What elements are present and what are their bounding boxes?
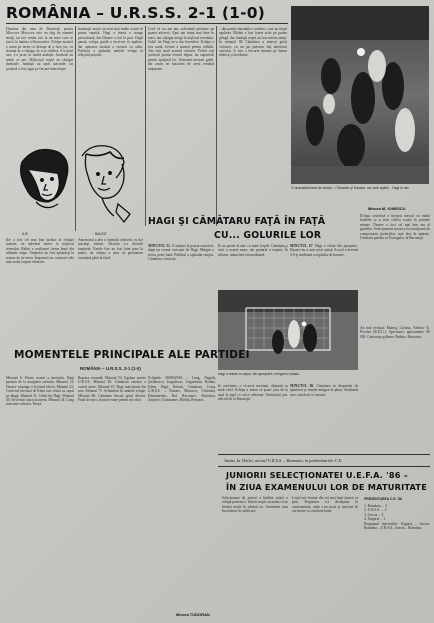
box-table-title: PREZENTAREA C.E. '86 [364,497,403,501]
left-column-lower: Ilie a fost cel mai bun jucător al echipei noastre, un adevărat motor la mijlocul terenului. Balint a confirmat forma bună din ultimele etape. Amândoi au fost aplaudaţi la ieşirea de pe teren. Împreună au construit cele mai multe acţiuni ofensive. [6,238,74,265]
middle-column-lower: Antrenorul a ales o formulă ofensivă, cu doi atacanţi vârfuri. Decizia s-a dovedit inspirată. Fazele fixe au fost bine puse la punct, iar echipa a ştiut să gestioneze avantajul până la final. [78,238,143,260]
box-column-2: Lotul este format din cei mai buni juniori ai ţării. Pregătirea s-a desfăşurat în cantonament, unde s-au jucat şi meciuri de verificare cu rezultate bune. [292,496,358,514]
caricature-caption-left: ILIE [22,232,29,236]
minute-column-2: Ei au pornit la atac cu toate forţele. Cămătaru a avut o ocazie mare, dar portarul a respins. În tribune, atmosferă extraordinară. [218,244,288,257]
caricature-caption-right: BALINT [95,232,107,236]
headline-rule [6,23,288,24]
box-column-1: Selecţionata de juniori a întâlnit astăzi o echipă puternică. Tinerii noştri au arătat că au învăţat multe în ultimul an. Antrenorii sunt încrezători în calificare. [222,496,288,514]
top-photo-caption: O dramatică fază de ofsaid... Chivadze şi Dasaev, cel care apără... Hagi în aer. [291,186,410,190]
box-kicker: Astăzi, la Tbilisi, meciul U.R.S.S. – Ramania, în preliminariile C.E. [224,458,343,463]
byline-left: Mircea TUDORAN [176,612,210,617]
column-rule [216,26,217,226]
minute-column-3: MINUTUL 67. Hagi a reluat din apropiere, Dasaev nu a avut nicio şansă. Scorul a devenit 2-0 şi stadionul a explodat de bucurie. [290,244,358,257]
box-headline-2: ÎN ZIUA EXAMENULUI LOR DE MATURITATE [226,482,428,492]
middle-photo-caption: Hagi a reluat cu capul, din apropiere, mingea în plasă... [218,372,302,376]
article-column-2: Înaintaşii noştri au avut mai multe ocazii în prima repriză. Hagi a trimis o minge periculoasă, dar Dasaev a fost la post. După pauză, echipa gazdă a încercat să egaleze, dar apărarea noastră a rezistat cu calm. Publicul a aplaudat ambele echipe la sfârşitul partidei. [78,27,143,58]
article-column-right: Echipa sovietică a început meciul cu multă hotărâre şi a avut câteva ocazii în primele minute. Dasaev a fost cel mai bun om al gazdelor. Selecţionerul nostru a fost mulţumit de comportarea jucătorilor, mai ales în apărare. Urmează partida cu Portugalia, la Bucureşti. [360,214,430,241]
minute-marker: MINUTUL 67 [290,244,313,248]
moments-column-3: Echipele: ROMÂNIA – Lung, Negrilă, Ştefănescu, Iorgulescu, Ungureanu, Rednic, Klein, Hagi, Boloni, Cămătaru, Coraş. U.R.S.S. – Dasaev, Morozov, Chivadze, Demianenko, Bal, Bessonov, Aleinikov, Zavarov, Gotsmanov, Blohin, Protasov. [148,376,216,403]
main-headline: ROMÂNIA – U.R.S.S. 2-1 (1-0) [6,4,266,22]
article-column-1: Dunărea din ziua de Bucureşti pentru Moscova Moscova este un târg de oameni mulţi, iar noi venim aici la un meci care se joacă la lumina reflectoarelor. Echipa noastră a intrat pe teren cu dorinţa de a face joc, cu dorinţa de a câştiga, de a se califica. S-a jucat tare, s-a jucat cu multă ambiţie. Jucătorii au arătat ce pot. Mijlocaşii noştri au câştigat duelurile, fundaşii au oprit atacurile, iar portarul a fost sigur pe fiecare intervenţie. [6,27,73,71]
minute-column-1: MINUTUL 52. O acţiune la poarta sovietică, după un corner executat de Hagi. Mingea a trecut peste bară. Publicul a aplaudat reuşita. Cămătaru a insistat. [148,244,214,262]
minute-marker: MINUTUL 52 [148,244,170,248]
box-kicker-rule [218,466,430,467]
lower-column-5: MINUTUL 86. Cămătaru se desprinde de apărători şi trimite mingea în plasă. Stadionul tace, tricolorii se bucură. [290,384,358,397]
article-column-4: ...din partea atacanţilor sovietici, care au forţat egalarea. Blohin a fost foarte activ pe partea stângă, dar fundaşii noştri au fost mereu atenţi. În minutul 86 Cămătaru a marcat golul victoriei, cu un şut puternic din interiorul careului. A fost o bucurie imensă pe banca tehnică şi în tribune. [219,27,287,58]
section-headline-hagi-1: HAGI ŞI CĂMĂTARU FAŢĂ ÎN FAŢĂ [148,216,326,227]
box-column-3: 1. România ... 4 2. U.R.S.S. ... 3 3. Grecia ... 2 4. Ungaria ... 1 Programul meciurilor: Ungaria – Grecia, România – U.R.S.S., Grecia – România. [364,504,430,531]
article-column-3: Cred că nu am pus suficientă presiune pe poarta adversă. Apoi am intrat mai bine în meci, am câştigat mingi la mijlocul terenului. Golul lui Hagi ne-a dat încredere. Echipa a fost unită, fiecare a muncit pentru celălalt. Am vrut mult această victorie. Felicit toţi jucătorii pentru efortul depus, iar suporterii pentru sprijinul lor. Urmează meciuri grele, dar acum ne bucurăm de acest rezultat important. [148,27,214,71]
column-rule [145,26,146,226]
lower-column-right: Au mai evoluat: Mateuţ, Lăcătuş. Arbitru: K. Peschel (R.D.G.). Spectatori: aproximativ 80 000. Cartonaşe galbene: Rednic, Bessonov. [360,326,430,339]
lower-column-4: În concluzie, o victorie meritată, obţinută cu mult efort. Echipa a arătat că poate juca de la egal la egal cu orice adversar. Următorul pas: meciul de la Bucureşti. [218,384,288,402]
section-headline-moments: MOMENTELE PRINCIPALE ALE PARTIDEI [14,349,250,361]
moments-column-1: Minutul 6: Prima ocazie a meciului, Hagi şutează de la marginea careului. Minutul 14: Dasaev respinge o lovitură liberă. Minutul 23: Cornerul executat de Klein este reluat cu capul pe lângă. Minutul 31: Golul lui Hagi. Minutul 40: Sovieticii atacă insistent. Minutul 44: Lung intervine salvator. Pauză. [6,376,74,407]
box-top-rule [218,454,430,455]
byline-right: Mircea M. IONESCU [368,206,406,211]
minute-marker: MINUTUL 86 [290,384,314,388]
match-photo-top [291,6,429,184]
section-headline-hagi-2: CU... GOLURILE LOR [214,230,322,241]
caricature-drawings [6,140,144,230]
moments-column-2: Repriza secundă: Minutul 52: Egalare pentru U.R.S.S. Minutul 58: Cămătaru ratează o ocazie mare. Minutul 67: Hagi marchează din nou. Minutul 75: Schimbări în ambele echipe. Minutul 86: Cămătaru înscrie golul decisiv. Final de meci, bucurie mare pentru tricolori. [78,376,146,403]
box-headline-1: JUNIORII SELECŢIONATEI U.E.F.A. '86 – [226,470,408,480]
section-subheadline: ROMÂNIA – U.R.S.S. 2-1 (1-0) [80,366,141,371]
